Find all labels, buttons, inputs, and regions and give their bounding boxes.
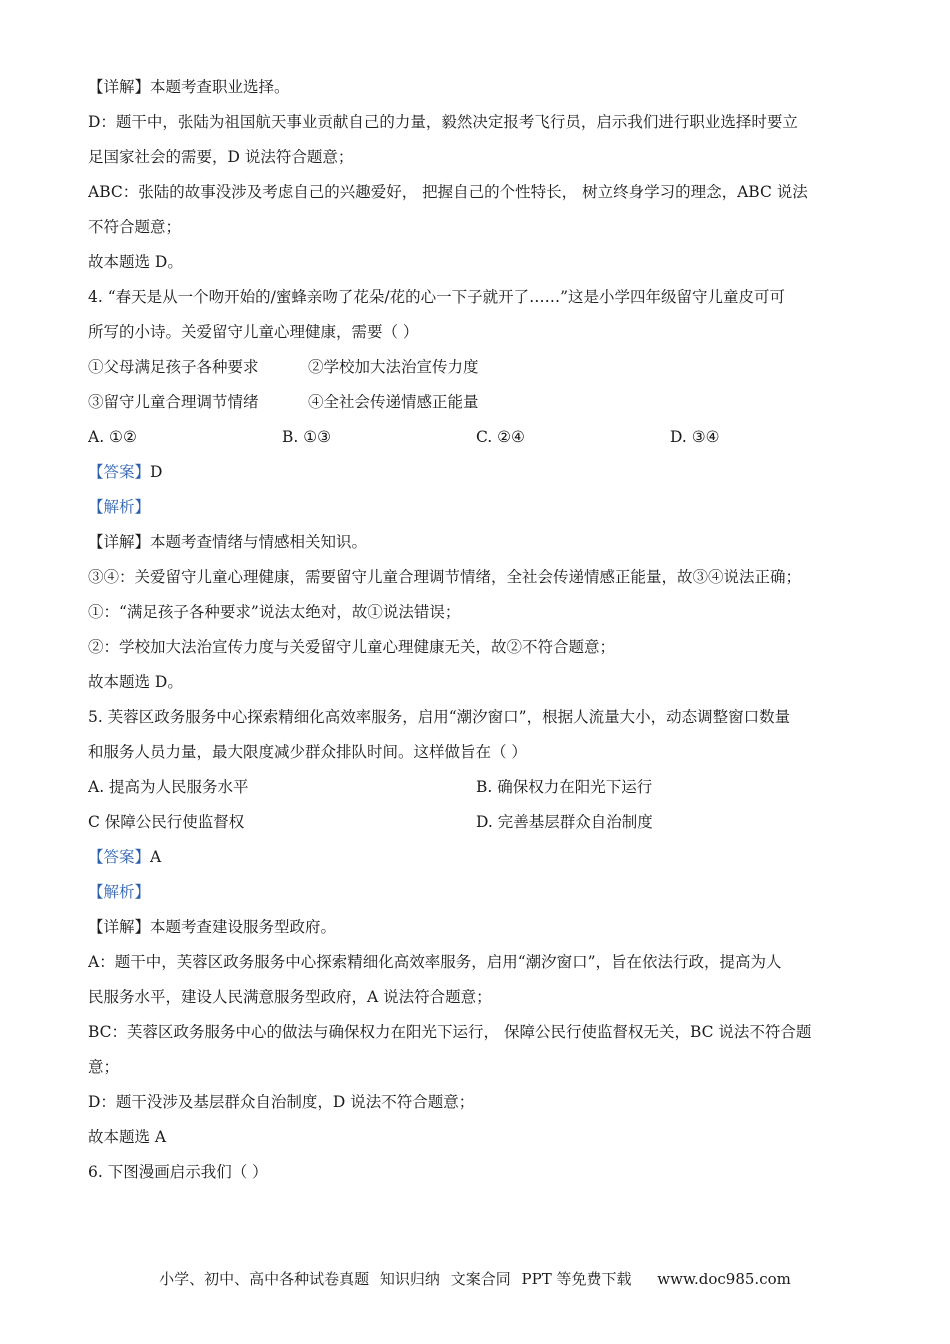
q3-explain-line: 故本题选 D。 <box>88 253 183 271</box>
q4-explain-line: 故本题选 D。 <box>88 673 183 691</box>
q3-explain-line: ABC：张陆的故事没涉及考虑自己的兴趣爱好， 把握自己的个性特长， 树立终身学习的理念，ABC 说法 <box>88 183 808 201</box>
q4-analysis-line <box>88 490 868 525</box>
q4-detail-line <box>88 525 868 560</box>
q5-stem-line: 和服务人员力量，最大限度减少群众排队时间。这样做旨在（ ） <box>88 743 527 761</box>
analysis-tag: 【解析】 <box>88 883 151 901</box>
q4-explain-line: ③④：关爱留守儿童心理健康，需要留守儿童合理调节情绪，全社会传递情感正能量，故③④说法正确； <box>88 568 802 586</box>
q5-options-row <box>88 770 868 805</box>
q3-explain-line: 不符合题意； <box>88 218 182 236</box>
q5-option: A. 提高为人民服务水平 <box>88 778 249 796</box>
answer-tag: 【答案】 <box>88 463 151 481</box>
q4-option: D. ③④ <box>670 428 720 446</box>
q5-explain-line: D：题干没涉及基层群众自治制度，D 说法不符合题意； <box>88 1093 475 1111</box>
q5-option: D. 完善基层群众自治制度 <box>476 813 653 831</box>
q5-analysis-line <box>88 875 868 910</box>
q5-explain-line: 意； <box>88 1058 120 1076</box>
footer-text: 小学、初中、高中各种试卷真题 <box>159 1270 370 1288</box>
answer-tag: 【答案】 <box>88 848 151 866</box>
document-page <box>88 70 868 1190</box>
q5-option: C 保障公民行使监督权 <box>88 813 245 831</box>
detail-tag: 【详解】 <box>88 78 151 96</box>
q4-item: ④全社会传递情感正能量 <box>308 393 479 411</box>
q4-explain-line: ①：“满足孩子各种要求”说法太绝对，故①说法错误； <box>88 603 461 621</box>
detail-text: 本题考查建设服务型政府。 <box>150 918 337 936</box>
q4-item: ①父母满足孩子各种要求 <box>88 358 259 376</box>
q4-items-row <box>88 385 868 420</box>
q5-explain-line: 故本题选 A <box>88 1128 167 1146</box>
q4-options-row <box>88 420 868 455</box>
page-footer <box>0 1268 950 1289</box>
q3-explain-line: 足国家社会的需要，D 说法符合题意； <box>88 148 354 166</box>
detail-text: 本题考查情绪与情感相关知识。 <box>150 533 368 551</box>
q6-stem-line: 6. 下图漫画启示我们（ ） <box>88 1163 268 1181</box>
q4-stem-line: 所写的小诗。关爱留守儿童心理健康，需要（ ） <box>88 323 419 341</box>
q4-item: ③留守儿童合理调节情绪 <box>88 393 259 411</box>
detail-tag: 【详解】 <box>88 918 151 936</box>
footer-site-link[interactable]: www.doc985.com <box>657 1270 791 1288</box>
q3-explain-line: D：题干中，张陆为祖国航天事业贡献自己的力量，毅然决定报考飞行员，启示我们进行职业选择时要立 <box>88 113 798 131</box>
analysis-tag: 【解析】 <box>88 498 151 516</box>
q4-option: A. ①② <box>88 428 137 446</box>
q3-detail-line <box>88 70 868 105</box>
q4-answer-line <box>88 455 868 490</box>
q4-option: B. ①③ <box>282 428 332 446</box>
q5-detail-line <box>88 910 868 945</box>
detail-tag: 【详解】 <box>88 533 151 551</box>
q5-explain-line: BC：芙蓉区政务服务中心的做法与确保权力在阳光下运行， 保障公民行使监督权无关，BC 说法不符合题 <box>88 1023 812 1041</box>
answer-value: A <box>150 848 162 866</box>
detail-text: 本题考查职业选择。 <box>150 78 290 96</box>
q5-stem-line: 5. 芙蓉区政务服务中心探索精细化高效率服务，启用“潮汐窗口”，根据人流量大小，动态调整窗口数量 <box>88 708 791 726</box>
footer-text: PPT 等免费下载 <box>521 1270 632 1288</box>
q4-explain-line: ②：学校加大法治宣传力度与关爱留守儿童心理健康无关，故②不符合题意； <box>88 638 616 656</box>
q4-option: C. ②④ <box>476 428 525 446</box>
footer-text: 知识归纳 <box>379 1270 440 1288</box>
q4-item: ②学校加大法治宣传力度 <box>308 358 479 376</box>
footer-text: 文案合同 <box>450 1270 511 1288</box>
q5-explain-line: A：题干中，芙蓉区政务服务中心探索精细化高效率服务，启用“潮汐窗口”，旨在依法行政，提高为人 <box>88 953 782 971</box>
q5-options-row <box>88 805 868 840</box>
q5-option: B. 确保权力在阳光下运行 <box>476 778 653 796</box>
q4-stem-line: 4. “春天是从一个吻开始的/蜜蜂亲吻了花朵/花的心一下子就开了……”这是小学四年级留守儿童皮可可 <box>88 288 786 306</box>
q5-answer-line <box>88 840 868 875</box>
q4-items-row <box>88 350 868 385</box>
answer-value: D <box>150 463 163 481</box>
q5-explain-line: 民服务水平，建设人民满意服务型政府，A 说法符合题意； <box>88 988 492 1006</box>
